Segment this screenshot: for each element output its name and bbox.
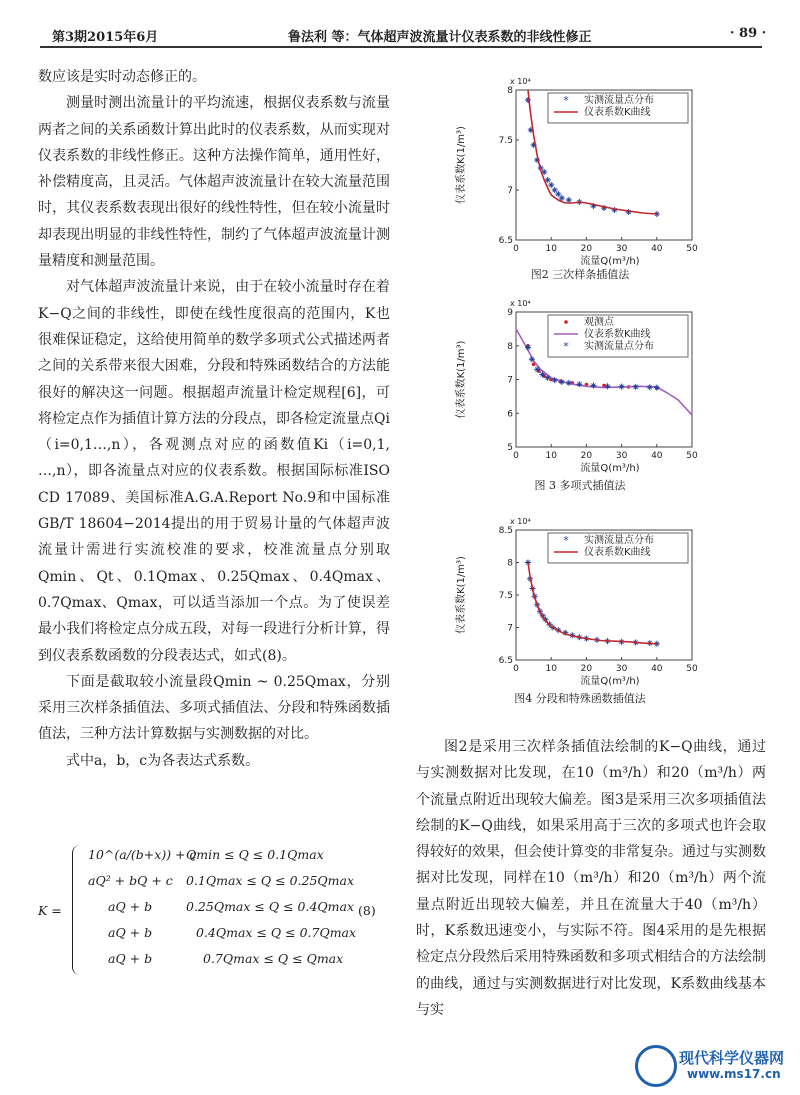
y-axis-label: 仪表系数K(1/m³)	[456, 556, 467, 634]
x-axis-label: 流量Q(m³/h)	[580, 463, 640, 474]
legend-star-swatch: *	[563, 534, 569, 547]
x-tick-label: 40	[651, 664, 663, 674]
equation-row-expr: aQ² + bQ + c	[88, 873, 173, 888]
chart-spline	[450, 68, 710, 268]
equation-8	[38, 845, 398, 980]
legend-label: 仪表系数K曲线	[584, 107, 651, 118]
y-tick-label: 7.5	[498, 136, 513, 146]
equation-row-cond: 0.7Qmax ≤ Q ≤ Qmax	[203, 951, 344, 966]
equation-row-expr: 10^(a/(b+x)) + c	[88, 847, 197, 862]
x-tick-label: 10	[545, 451, 557, 461]
equation-row-expr: aQ + b	[108, 951, 153, 966]
y-tick-label: 7	[507, 375, 513, 386]
x-tick-label: 20	[580, 451, 593, 461]
legend-dot-swatch	[564, 320, 568, 324]
equation-row-cond: Qmin ≤ Q ≤ 0.1Qmax	[186, 847, 324, 862]
equation-row-cond: 0.1Qmax ≤ Q ≤ 0.25Qmax	[186, 873, 355, 888]
y-tick-label: 8	[507, 341, 513, 352]
y-tick-label: 6	[507, 409, 513, 420]
logo-line2: www.ms17.cn	[687, 1067, 781, 1081]
equation-row-expr: aQ + b	[108, 899, 153, 914]
paragraph: 对气体超声波流量计来说，由于在较小流量时存在着K−Q之间的非线性，即使在线性度很高的范围内，K也很难保证稳定，这给使用简单的数学多项式公式描述两者之间的关系带来很大困难，分段和特殊函数结合的方法能很好的解决这一问题。根据超声流量计检定规程[6]，可将检定点作为插值计算方法的分段点，即各检定流量点Qi（i=0,1…,n），各观测点对应的函数值Ki（i=0,1, …,n），即各流量点对应的仪表系数。根据国际标准ISO CD 17089、美国标准A.G.A.Report No.9和中国标准GB/T 18604−2014提出的用于贸易计量的气体超声波流量计需进行实流校准的要求，校准流量点分别取Qmin、Qt、0.1Qmax、0.25Qmax、0.4Qmax、0.7Qmax、Qmax，可以适当添加一个点。为了使误差最小我们将检定点分成五段，对每一段进行分析计算，得到仪表系数函数的分段表达式，如式(8)。	[38, 279, 390, 664]
legend-star-swatch: *	[563, 340, 569, 353]
figure-3-caption: 图 3 多项式插值法	[534, 479, 626, 492]
equation-lhs: K =	[38, 903, 62, 918]
y-tick-label: 9	[507, 308, 513, 318]
legend-label: 观测点	[584, 317, 614, 328]
chart-polynomial	[450, 290, 710, 475]
figure-3	[450, 290, 710, 479]
y-tick-label: 8	[507, 558, 513, 569]
y-tick-label: 7	[507, 623, 513, 634]
x-tick-label: 10	[545, 664, 557, 674]
page-number: · 89 ·	[730, 26, 767, 41]
left-column	[38, 64, 390, 774]
equation-brace	[72, 845, 83, 975]
paragraph: 测量时测出流量计的平均流速，根据仪表系数与流量两者之间的关系函数计算出此时的仪表系数，从而实现对仪表系数的非线性修正。这种方法操作简单，通用性好，补偿精度高，且灵活。气体超声波流量计在较大流量范围时，其仪表系数表现出很好的线性特性，但在较小流量时却表现出明显的非线性特性，制约了气体超声波流量计测量精度和测量范围。	[38, 95, 390, 270]
y-axis-label: 仪表系数K(1/m³)	[456, 126, 467, 204]
paragraph: 式中a，b，c为各表达式系数。	[66, 752, 260, 769]
legend-label: 实测流量点分布	[584, 341, 654, 352]
x-tick-label: 30	[615, 244, 628, 254]
running-title: 鲁法利 等：气体超声波流量计仪表系数的非线性修正	[288, 30, 592, 45]
x-axis-label: 流量Q(m³/h)	[580, 676, 640, 687]
y-multiplier: x 10⁴	[510, 77, 531, 86]
x-tick-label: 30	[615, 664, 628, 674]
y-tick-label: 7	[507, 186, 513, 196]
legend-label: 实测流量点分布	[584, 95, 654, 106]
figure-4	[450, 508, 710, 692]
y-tick-label: 8	[507, 86, 513, 96]
y-multiplier: x 10⁴	[510, 299, 531, 308]
x-tick-label: 50	[686, 451, 698, 461]
figure-4-caption: 图4 分段和特殊函数插值法	[514, 692, 646, 705]
x-tick-label: 20	[580, 244, 593, 254]
figure-2	[450, 68, 710, 272]
y-tick-label: 8.5	[498, 526, 513, 536]
logo-circle-icon	[635, 1045, 677, 1087]
chart-piecewise	[450, 508, 710, 688]
x-tick-label: 0	[513, 244, 519, 254]
figure-2-caption: 图2 三次样条插值法	[530, 268, 630, 281]
legend-label: 实测流量点分布	[584, 535, 654, 546]
header-rule	[40, 46, 762, 48]
x-tick-label: 0	[513, 451, 519, 461]
legend-star-swatch: *	[563, 94, 569, 107]
legend-label: 仪表系数K曲线	[584, 547, 651, 558]
y-tick-label: 7.5	[498, 591, 513, 601]
y-multiplier: x 10⁴	[510, 517, 531, 526]
x-tick-label: 50	[686, 244, 698, 254]
equation-row-cond: 0.25Qmax ≤ Q ≤ 0.4Qmax	[186, 899, 355, 914]
x-tick-label: 40	[651, 244, 663, 254]
right-column-text	[416, 734, 766, 1023]
paragraph: 数应该是实时动态修正的。	[38, 69, 206, 85]
y-tick-label: 5	[507, 443, 513, 453]
watermark-logo	[635, 1043, 795, 1088]
paragraph: 下面是截取较小流量段Qmin ~ 0.25Qmax，分别采用三次样条插值法、多项式插值法、分段和特殊函数插值法，三种方法计算数据与实测数据的对比。	[38, 673, 390, 743]
page-header	[0, 0, 800, 52]
y-tick-label: 6.5	[498, 236, 513, 246]
logo-line1: 现代科学仪器网	[679, 1049, 785, 1067]
equation-row-cond: 0.4Qmax ≤ Q ≤ 0.7Qmax	[196, 925, 357, 940]
y-tick-label: 6.5	[498, 656, 513, 666]
equation-number: (8)	[358, 903, 376, 918]
x-tick-label: 40	[651, 451, 663, 461]
x-tick-label: 50	[686, 664, 698, 674]
legend-label: 仪表系数K曲线	[584, 329, 651, 340]
x-tick-label: 30	[615, 451, 628, 461]
x-tick-label: 10	[545, 244, 557, 254]
y-axis-label: 仪表系数K(1/m³)	[456, 340, 467, 419]
x-tick-label: 0	[513, 664, 519, 674]
x-axis-label: 流量Q(m³/h)	[580, 256, 640, 267]
paragraph: 图2是采用三次样条插值法绘制的K−Q曲线，通过与实测数据对比发现，在10（m³/h）和20（m³/h）两个流量点附近出现较大偏差。图3是采用三次多项插值法绘制的K−Q曲线，如果采用高于三次的多项式也许会取得较好的效果，但会使计算变的非常复杂。通过与实测数据对比发现，同样在10（m³/h）和20（m³/h）两个流量点附近出现较大偏差，并且在流量大于40（m³/h）时，K系数迅速变小，与实际不符。图4采用的是先根据检定点分段然后采用特殊函数和多项式相结合的方法绘制的曲线，通过与实测数据进行对比发现，K系数曲线基本与实	[416, 739, 766, 1018]
x-tick-label: 20	[580, 664, 593, 674]
journal-issue: 第3期2015年6月	[52, 30, 159, 45]
equation-row-expr: aQ + b	[108, 925, 153, 940]
